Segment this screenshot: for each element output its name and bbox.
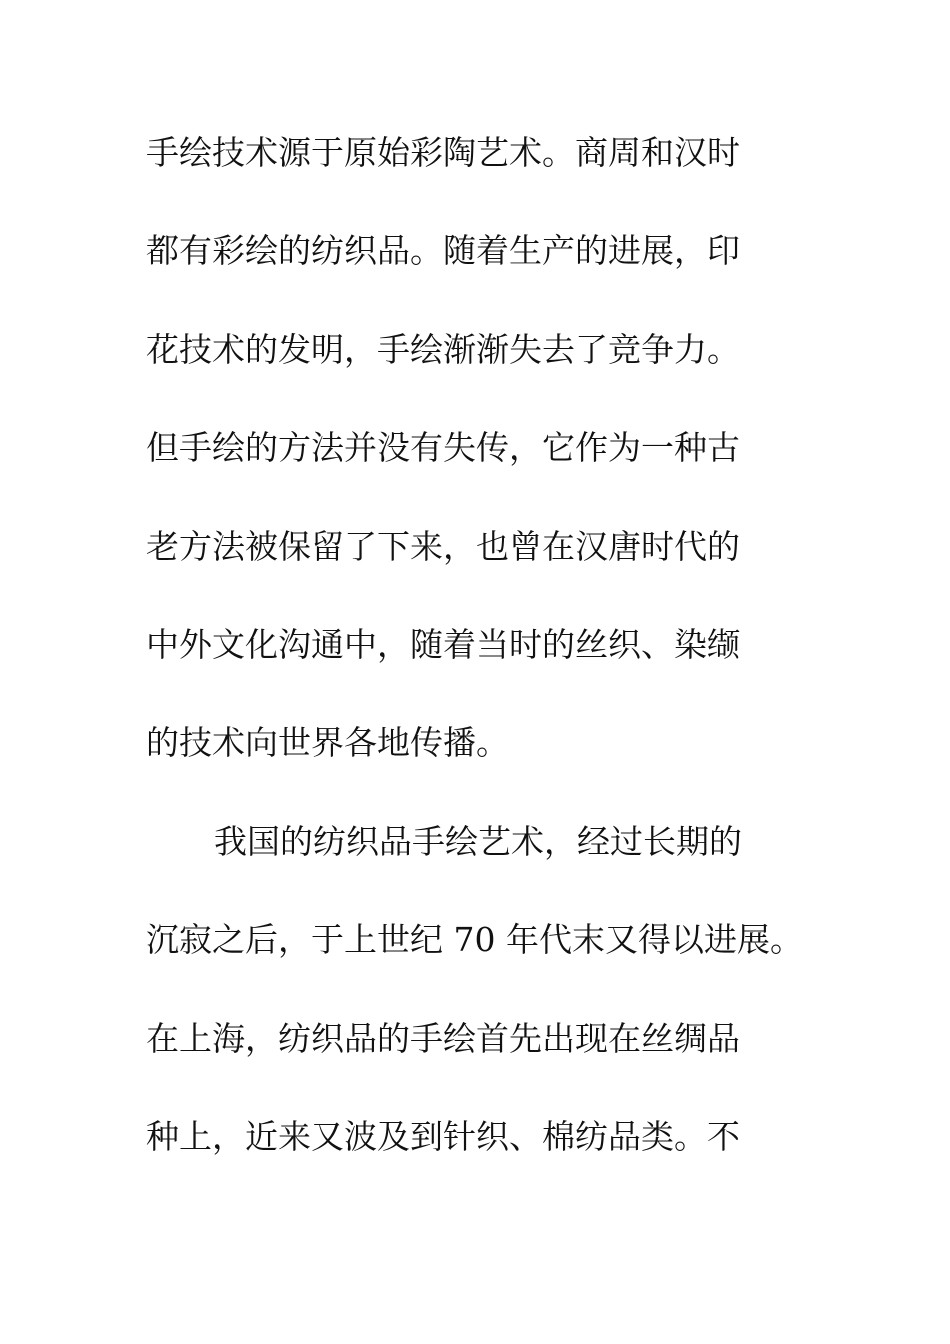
- paragraph-line-5: 老方法被保留了下来，也曾在汉唐时代的: [146, 526, 740, 566]
- body-text: [146, 128, 826, 1210]
- paragraph-line-2: 都有彩绘的纺织品。随着生产的进展，印: [146, 231, 740, 271]
- paragraph-line-6: 中外文化沟通中，随着当时的丝织、染缬: [146, 624, 740, 664]
- paragraph-line-3: 花技术的发明，手绘渐渐失去了竞争力。: [146, 329, 740, 369]
- paragraph-line-1: 手绘技术源于原始彩陶艺术。商周和汉时: [146, 133, 740, 172]
- paragraph-line-10: 在上海，纺织品的手绘首先出现在丝绸品: [146, 1018, 740, 1058]
- paragraph-line-9: 沉寂之后，于上世纪 70 年代末又得以进展。: [146, 920, 803, 960]
- paragraph-line-4: 但手绘的方法并没有失传，它作为一种古: [146, 428, 740, 468]
- paragraph-line-7: 的技术向世界各地传播。: [146, 723, 509, 763]
- paragraph-line-8: 我国的纺织品手绘艺术，经过长期的: [214, 821, 742, 861]
- paragraph-line-11: 种上，近来又波及到针织、棉纺品类。不: [146, 1116, 740, 1156]
